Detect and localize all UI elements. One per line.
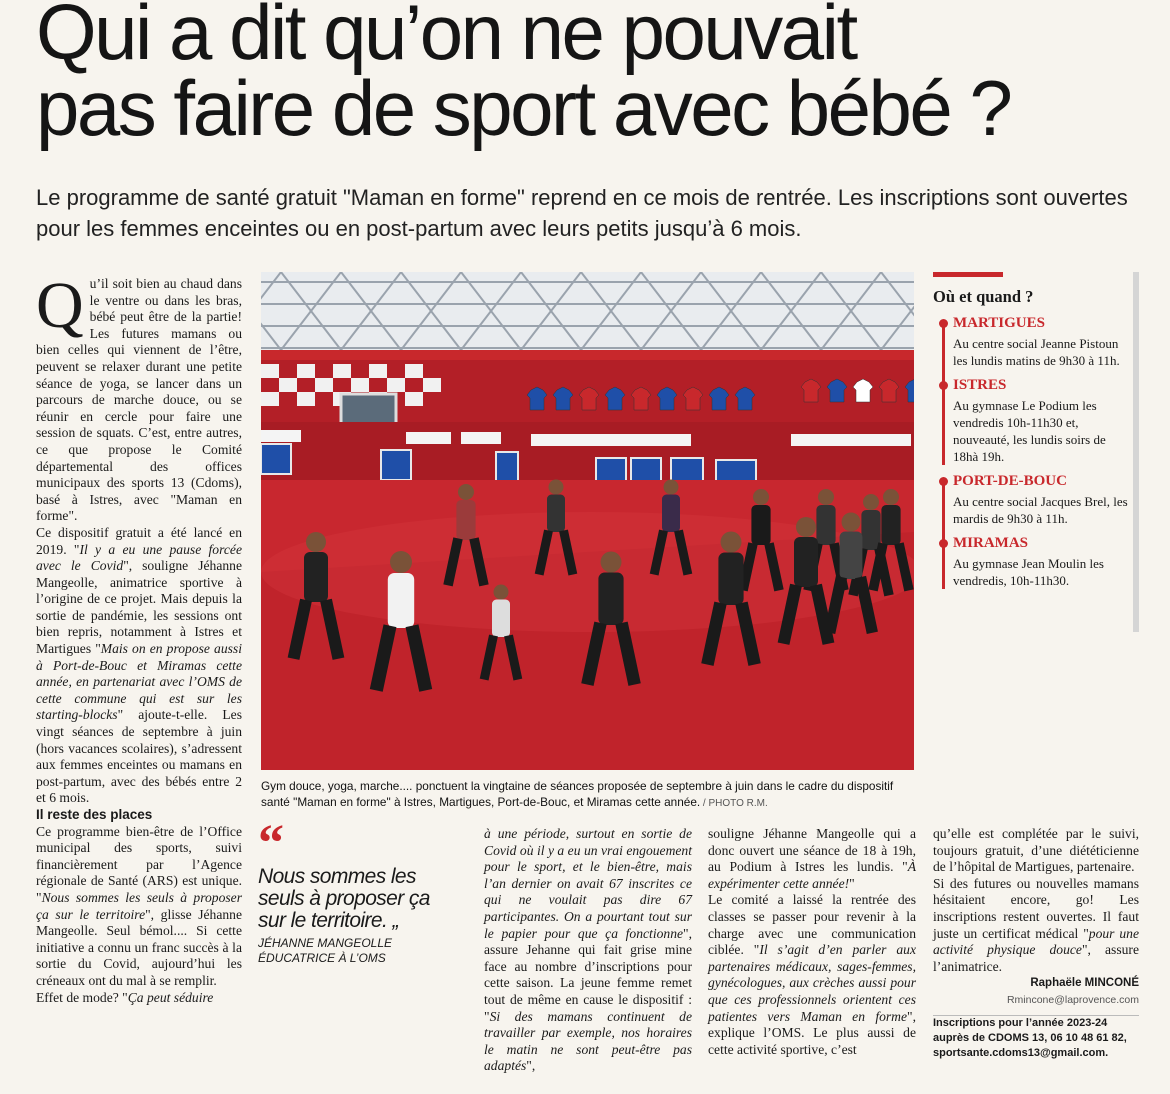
registration-info: Inscriptions pour l’année 2023-24 auprès de CDOMS 13, 06 10 48 61 82, sportsante.cdoms13@gmail.com. <box>933 1016 1127 1059</box>
author-signature: Raphaële MINCONÉ <box>1030 977 1139 990</box>
headline-line-2: pas faire de sport avec bébé ? <box>36 64 1011 152</box>
author-email: Rmincone@laprovence.com <box>933 992 1139 1016</box>
article-column-4 <box>708 826 916 1058</box>
table-tennis-table <box>496 452 518 482</box>
standfirst: Le programme de santé gratuit "Maman en forme" reprend en ce mois de rentrée. Les inscriptions sont ouvertes pour les femmes enceintes ou en post-partum avec leurs petits jusqu’à 6 mois. <box>36 185 1128 241</box>
banner <box>531 434 691 446</box>
paragraph: Ce dispositif gratuit a été lancé en 2019. "Il y a eu une pause forcée avec le Covid", souligne Jéhanne Mangeolle, animatrice sportive à l’origine de ce projet. Mais depuis la sortie de pandémie, les sessions ont bien repris, notamment à Istres et Martigues "Mais on en propose aussi à Port-de-Bouc et Miramas cette année, en partenariat avec l’OMS de cette commune qui est sur les starting-blocks" ajoute-t-elle. Les vingt séances de septembre à juin (hors vacances scolaires), s’adressent aux femmes enceintes ou mamans en post-partum, avec des bébés entre 2 et 6 mois. <box>36 524 242 806</box>
where-when-sidebar <box>933 272 1139 632</box>
paragraph: qu’elle est complétée par le suivi, toujours gratuit, d’une diététicienne de l’hôpital de Martigues, partenaire. <box>933 826 1139 875</box>
table-tennis-table <box>261 444 291 474</box>
drop-cap: Q <box>36 269 84 342</box>
sidebar-desc: Au centre social Jeanne Pistoun les lundis matins de 9h30 à 11h. <box>953 336 1120 368</box>
gym-photo-illustration <box>261 272 914 770</box>
article-photo <box>261 272 914 770</box>
paragraph: Le comité a laissé la rentrée des classes se passer pour revenir à la charge avec une communication ciblée. "Il s’agit d’en parler aux partenaires médicaux, sages-femmes, gynécologues, aux crèches aussi pour que ces professionnels orientent ces patientes vers Maman en forme", explique l’OMS. Le plus aussi de cette activité sportive, c’est <box>708 892 916 1057</box>
sidebar-city: MARTIGUES <box>953 315 1045 331</box>
sidebar-city: MIRAMAS <box>953 535 1028 551</box>
sidebar-item-port-de-bouc <box>933 473 1133 527</box>
headline <box>36 0 1156 152</box>
paragraph: à une période, surtout en sortie de Covid où il y a eu un vrai engouement pour le sport, et le bien-être, mais l’an dernier on avait 67 inscrites ce qui ne voulait pas dire 67 participantes. On a pourtant tout sur le papier pour que ça fonctionne", assure Jehanne qui fait grise mine face au nombre d’inscriptions pour cette saison. La jeune femme remet tout de même en cause le dispositif : "Si des mamans continuent de travailler par exemple, nos horaires le matin ne sont peut-être pas adaptés", <box>484 826 692 1074</box>
sidebar-item-martigues <box>933 315 1133 369</box>
banner <box>861 434 911 446</box>
quote-text: Nous sommes les seuls à proposer ça sur le territoire. „ <box>258 865 430 932</box>
sidebar-desc: Au centre social Jacques Brel, les mardis de 9h30 à 11h. <box>953 494 1128 526</box>
quote-author: JÉHANNE MANGEOLLE ÉDUCATRICE À L’OMS <box>258 936 393 965</box>
banner <box>791 434 861 446</box>
banner <box>461 432 501 444</box>
article-column-5 <box>933 826 1139 1061</box>
sidebar-item-miramas <box>933 535 1133 589</box>
headline-line-1: Qui a dit qu’on ne pouvait <box>36 0 856 76</box>
paragraph: souligne Jéhanne Mangeolle qui a donc ouvert une séance de 18 à 19h, au Podium à Istres les lundis. "À expérimenter cette année!" <box>708 826 916 891</box>
banner <box>261 430 301 442</box>
paragraph: Si des futures ou nouvelles mamans hésitaient encore, go! Les inscriptions restent ouvertes. Il faut juste un certificat médical "pour une activité physique douce", assure l’animatrice. <box>933 875 1139 974</box>
photo-caption <box>261 778 914 812</box>
sidebar-accent-bar <box>933 272 1003 277</box>
pull-quote <box>258 815 458 966</box>
sidebar-desc: Au gymnase Jean Moulin les vendredis, 10h-11h30. <box>953 556 1104 588</box>
intro-paragraph: Qu’il soit bien au chaud dans le ventre ou dans les bras, bébé peut être de la partie! Les futures mamans ou bien celles qui viennent de l’être, peuvent se relaxer durant une petite séance de yoga, se lancer dans un parcours de marche douce, ou se réunir en cercle pour faire une session de squats. C’est, entre autres, ce que propose le Comité départemental des offices municipaux des sports 13 (Cdoms), basé à Istres, avec "Maman en forme". <box>36 269 242 524</box>
photo-credit: / PHOTO R.M. <box>700 798 768 809</box>
paragraph: Ce programme bien-être de l’Office municipal des sports, suivi financièrement par l’Agence régionale de Santé (ARS) est unique. "Nous sommes les seuls à proposer ça sur le territoire", glisse Jéhanne Mangeolle. Seul bémol.... Si cette initiative a connu un franc succès à la sortie du Covid, aujourd’hui les créneaux ont du mal à se remplir. <box>36 823 242 988</box>
paragraph: Effet de mode? "Ça peut séduire <box>36 989 214 1005</box>
sidebar-city: ISTRES <box>953 377 1007 393</box>
caption-text: Gym douce, yoga, marche.... ponctuent la vingtaine de séances proposée de septembre à juin dans le cadre du dispositif santé "Maman en forme" à Istres, Martigues, Port-de-Bouc, et Miramas cette année. <box>261 779 894 809</box>
sidebar-desc: Au gymnase Le Podium les vendredis 10h-11h30 et, nouveauté, les lundis soirs de 18hà 19h. <box>953 398 1106 464</box>
banner <box>406 432 451 444</box>
article-column-1 <box>36 269 242 1006</box>
quote-mark-icon: “ <box>258 815 284 872</box>
subhead: Il reste des places <box>36 807 153 822</box>
sidebar-item-istres <box>933 377 1133 465</box>
article-column-3 <box>484 826 692 1075</box>
sidebar-title: Où et quand ? <box>933 287 1034 306</box>
sidebar-city: PORT-DE-BOUC <box>953 473 1067 489</box>
table-tennis-table <box>381 450 411 480</box>
